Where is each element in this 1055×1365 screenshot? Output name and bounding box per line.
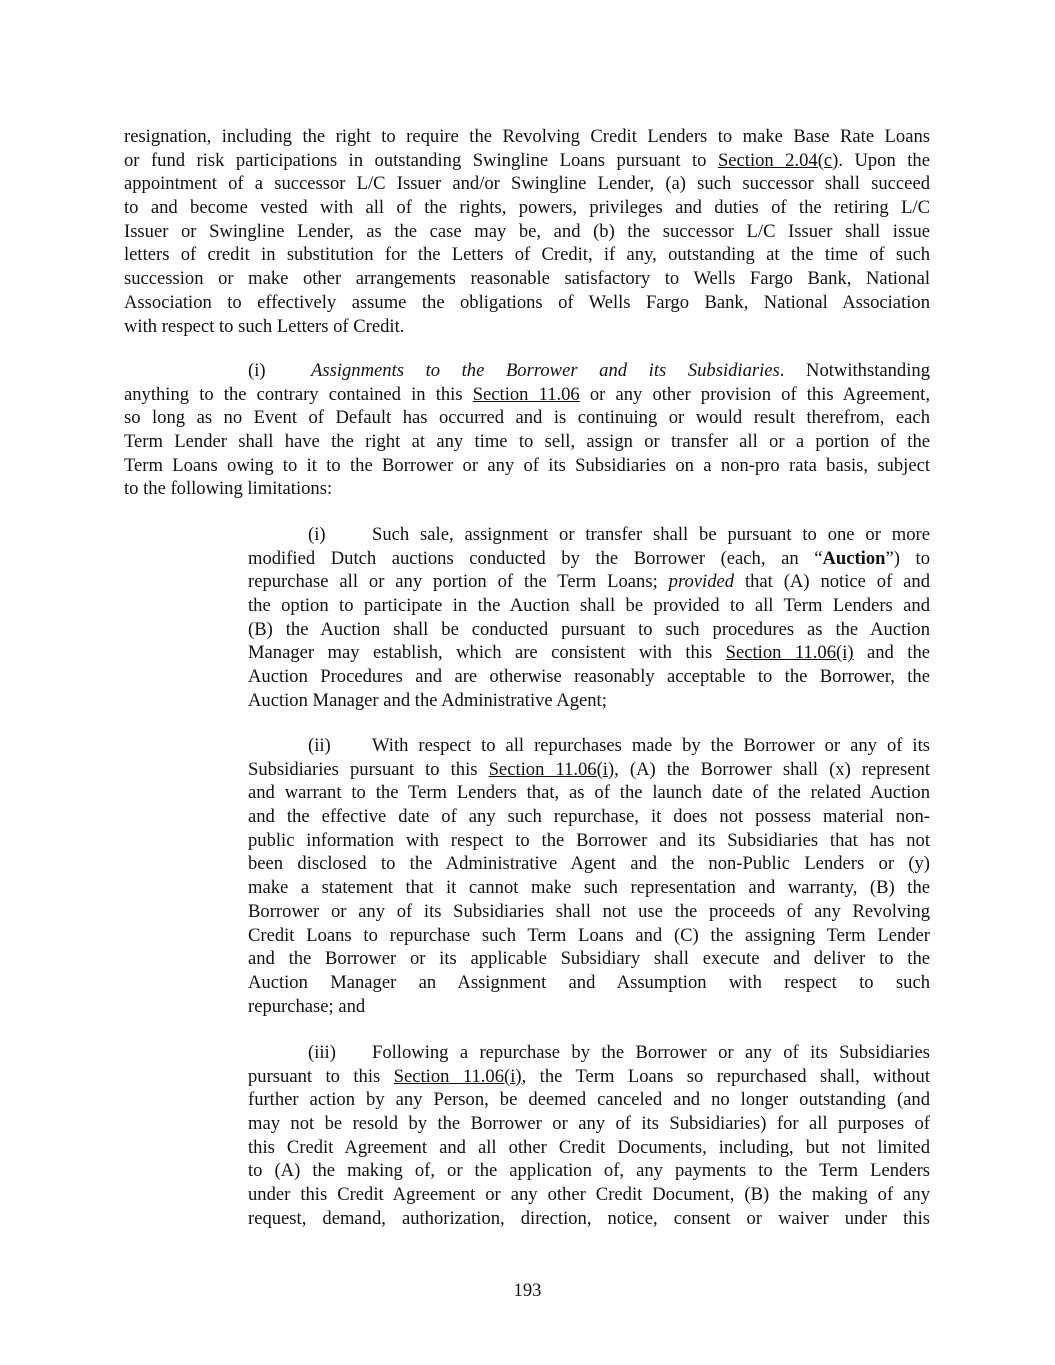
text-line: to the following limitations:: [124, 478, 333, 500]
text-line: request, demand, authorization, direction, notice, consent or waiver under this: [248, 1207, 930, 1229]
text-line: Association to effectively assume the obligations of Wells Fargo Bank, National Association: [124, 291, 930, 313]
text-line: repurchase; and: [248, 995, 366, 1017]
defined-term: Auction: [822, 547, 886, 569]
text-run: and the: [853, 642, 930, 664]
section-reference: Section 11.06(i): [725, 642, 854, 664]
text-line: [248, 641, 930, 665]
text-line: so long as no Event of Default has occurred and is continuing or would result therefrom, each: [124, 407, 930, 429]
section-reference: Section 11.06(i): [488, 758, 615, 780]
italic-text: provided: [668, 571, 735, 593]
text-line: [248, 734, 930, 758]
text-line: resignation, including the right to require the Revolving Credit Lenders to make Base Rate Loans: [124, 126, 930, 147]
text-line: this Credit Agreement and all other Credit Documents, including, but not limited: [248, 1136, 930, 1158]
text-line: make a statement that it cannot make such representation and warranty, (B) the: [248, 877, 930, 899]
text-line: letters of credit in substitution for the Letters of Credit, if any, outstanding at the time of such: [124, 244, 930, 266]
text-line: may not be resold by the Borrower or any of its Subsidiaries) for all purposes of: [248, 1113, 930, 1135]
text-line: [124, 359, 930, 383]
text-line: appointment of a successor L/C Issuer and/or Swingline Lender, (a) such successor shall succeed: [124, 173, 930, 195]
text-line: [124, 383, 930, 407]
text-line: under this Credit Agreement or any other Credit Document, (B) the making of any: [248, 1184, 930, 1206]
text-line: Auction Manager an Assignment and Assumption with respect to such: [248, 971, 930, 993]
text-line: Term Lender shall have the right at any time to sell, assign or transfer all or a portion of the: [124, 431, 930, 453]
clause-label: (ii): [308, 735, 331, 756]
text-run: ”) to: [885, 547, 930, 569]
text-line: the option to participate in the Auction shall be provided to all Term Lenders and: [248, 595, 930, 617]
text-run: , the Term Loans so repurchased shall, without: [521, 1065, 930, 1087]
paragraph: [124, 359, 930, 501]
text-run: pursuant to this: [248, 1065, 394, 1087]
text-run: or any other provision of this Agreement,: [579, 383, 930, 405]
text-line: succession or make other arrangements reasonable satisfactory to Wells Fargo Bank, National: [124, 268, 930, 290]
paragraph: [124, 125, 930, 338]
text-line: with respect to such Letters of Credit.: [124, 315, 405, 337]
text-line: Borrower or any of its Subsidiaries shall not use the proceeds of any Revolving: [248, 900, 930, 922]
clause-label: (i): [248, 360, 266, 381]
clause-label: (i): [308, 524, 326, 545]
text-run: anything to the contrary contained in this: [124, 383, 473, 405]
text-run: Subsidiaries pursuant to this: [248, 758, 489, 780]
text-run: With respect to all repurchases made by the Borrower or any of its: [372, 735, 930, 756]
text-line: [248, 523, 930, 547]
text-line: Auction Manager and the Administrative Agent;: [248, 689, 607, 711]
text-line: (B) the Auction shall be conducted pursuant to such procedures as the Auction: [248, 618, 930, 640]
text-run: Such sale, assignment or transfer shall be pursuant to one or more: [372, 524, 930, 545]
text-line: Auction Procedures and are otherwise reasonably acceptable to the Borrower, the: [248, 666, 930, 688]
text-line: to (A) the making of, or the application of, any payments to the Term Lenders: [248, 1160, 930, 1182]
text-line: [248, 547, 930, 571]
paragraph: [248, 1041, 930, 1231]
text-run: or fund risk participations in outstanding Swingline Loans pursuant to: [124, 149, 718, 171]
page-number: 193: [513, 1280, 542, 1301]
paragraph: [248, 523, 930, 713]
text-line: and the Borrower or its applicable Subsidiary shall execute and deliver to the: [248, 948, 930, 970]
italic-text: Assignments to the Borrower and its Subsidiaries: [311, 360, 780, 381]
text-line: [248, 570, 930, 594]
text-line: public information with respect to the Borrower and its Subsidiaries that has not: [248, 829, 930, 851]
text-run: repurchase all or any portion of the Term Loans;: [248, 571, 669, 593]
section-reference: Section 2.04(c): [717, 149, 839, 171]
section-reference: Section 11.06: [472, 383, 580, 405]
section-reference: Section 11.06(i): [393, 1065, 522, 1087]
text-run: that (A) notice of and: [734, 571, 930, 593]
text-line: Issuer or Swingline Lender, as the case may be, and (b) the successor L/C Issuer shall issue: [124, 220, 930, 242]
text-line: [124, 149, 930, 173]
text-line: [248, 1041, 930, 1065]
text-run: . Notwithstanding: [779, 360, 930, 381]
text-line: Credit Loans to repurchase such Term Loans and (C) the assigning Term Lender: [248, 924, 930, 946]
paragraph: [248, 734, 930, 1018]
clause-label: (iii): [308, 1042, 336, 1063]
text-line: further action by any Person, be deemed canceled and no longer outstanding (and: [248, 1089, 930, 1111]
text-run: Following a repurchase by the Borrower or any of its Subsidiaries: [372, 1042, 930, 1063]
text-line: and warrant to the Term Lenders that, as of the launch date of the related Auction: [248, 782, 930, 804]
text-run: modified Dutch auctions conducted by the Borrower (each, an “: [248, 547, 823, 569]
text-line: been disclosed to the Administrative Agent and the non-Public Lenders or (y): [248, 853, 930, 875]
text-line: [248, 1065, 930, 1089]
text-run: , (A) the Borrower shall (x) represent: [614, 758, 931, 780]
text-run: . Upon the: [838, 149, 930, 171]
text-run: Manager may establish, which are consistent with this: [248, 642, 726, 664]
text-line: and the effective date of any such repurchase, it does not possess material non-: [248, 806, 930, 828]
text-line: Term Loans owing to it to the Borrower or any of its Subsidiaries on a non-pro rata basis, subject: [124, 454, 930, 476]
text-line: to and become vested with all of the rights, powers, privileges and duties of the retiring L/C: [124, 197, 930, 219]
text-line: [248, 758, 930, 782]
